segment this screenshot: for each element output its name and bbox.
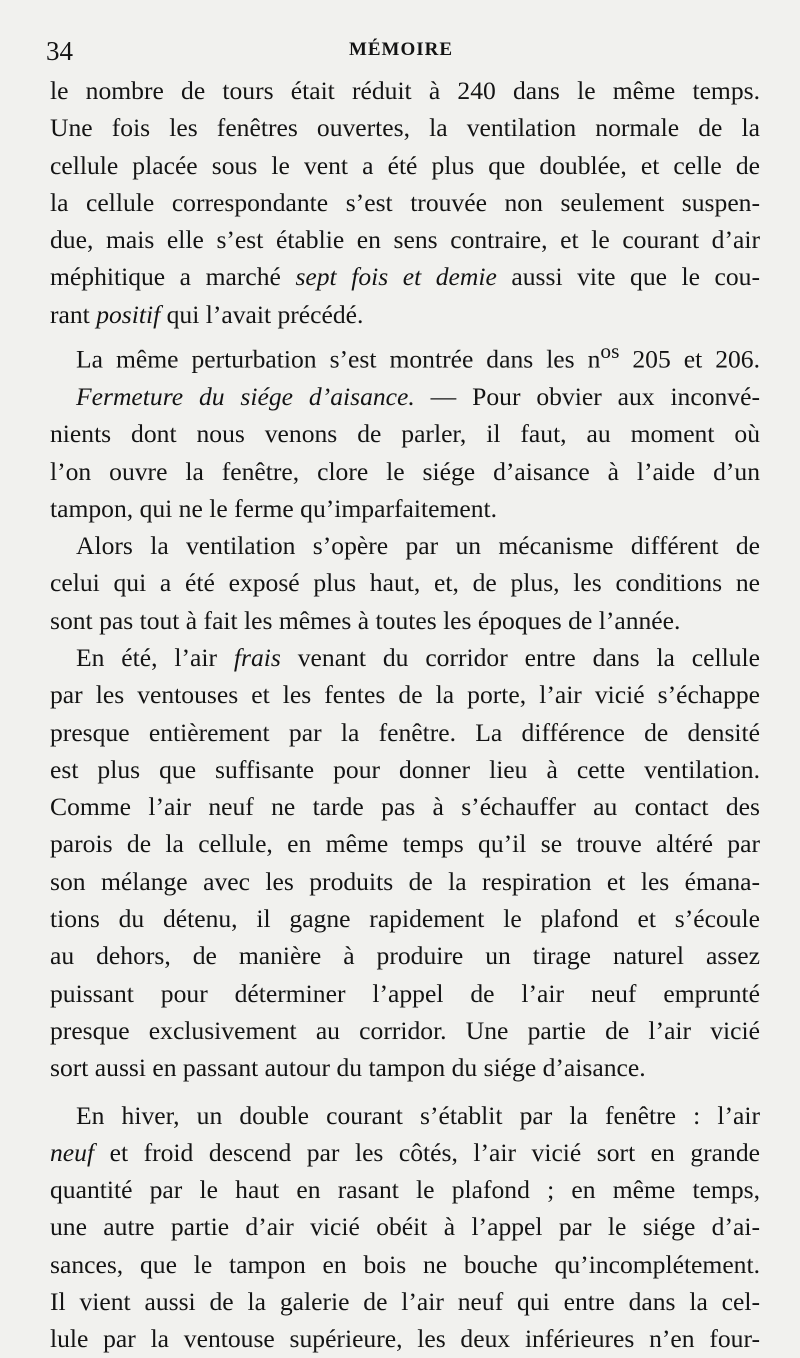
text-line: neuf et froid descend par les côtés, l’air vicié sort en grande	[50, 1137, 760, 1167]
text-line: Comme l’air neuf ne tarde pas à s’échauffer au contact des	[50, 792, 760, 822]
page-number: 34	[46, 36, 73, 66]
text-line: presque entièrement par la fenêtre. La différence de densité	[50, 717, 760, 747]
body-text	[50, 72, 760, 1358]
text-line: tampon, qui ne le ferme qu’imparfaitement.	[50, 493, 498, 523]
text-line: sort aussi en passant autour du tampon du siége d’aisance.	[50, 1053, 646, 1083]
text-line: La même perturbation s’est montrée dans les $n^{os}$ 205 et 206.	[76, 339, 760, 374]
page-header	[46, 36, 756, 76]
text-line: sont pas tout à fait les mêmes à toutes les époques de l’année.	[50, 605, 681, 635]
text-line: une autre partie d’air vicié obéit à l’appel par le siége d’ai-	[50, 1212, 760, 1242]
text-line: la cellule correspondante s’est trouvée non seulement suspen-	[50, 187, 760, 217]
text-line: rant positif qui l’avait précédé.	[50, 299, 364, 329]
text-line: son mélange avec les produits de la respiration et les émana-	[50, 866, 760, 896]
text-line: Il vient aussi de la galerie de l’air neuf qui entre dans la cel-	[50, 1287, 760, 1317]
text-line: Une fois les fenêtres ouvertes, la ventilation normale de la	[50, 113, 760, 143]
text-line: sances, que le tampon en bois ne bouche qu’incomplétement.	[50, 1249, 760, 1279]
paragraph-gap	[50, 1087, 760, 1097]
text-line: quantité par le haut en rasant le plafond ; en même temps,	[50, 1175, 760, 1205]
text-line: due, mais elle s’est établie en sens contraire, et le courant d’air	[50, 225, 760, 255]
running-title: MÉMOIRE	[348, 39, 454, 60]
text-line: méphitique a marché sept fois et demie aussi vite que le cou-	[50, 262, 760, 292]
text-line: celui qui a été exposé plus haut, et, de plus, les conditions ne	[50, 568, 760, 598]
text-line: Fermeture du siége d’aisance. — Pour obvier aux inconvé-	[76, 381, 760, 411]
text-line: nients dont nous venons de parler, il faut, au moment où	[50, 419, 760, 449]
text-line: est plus que suffisante pour donner lieu à cette ventilation.	[50, 754, 760, 784]
text-line: presque exclusivement au corridor. Une partie de l’air vicié	[50, 1015, 760, 1045]
text-line: l’on ouvre la fenêtre, clore le siége d’aisance à l’aide d’un	[50, 456, 760, 486]
text-line: parois de la cellule, en même temps qu’il se trouve altéré par	[50, 829, 760, 859]
text-line: au dehors, de manière à produire un tirage naturel assez	[50, 941, 760, 971]
text-line: En été, l’air frais venant du corridor entre dans la cellule	[76, 642, 760, 672]
text-line: Alors la ventilation s’opère par un mécanisme différent de	[76, 531, 760, 561]
text-line: lule par la ventouse supérieure, les deux inférieures n’en four-	[50, 1324, 760, 1354]
text-line: le nombre de tours était réduit à 240 dans le même temps.	[50, 76, 760, 105]
text-line: cellule placée sous le vent a été plus que doublée, et celle de	[50, 150, 760, 180]
text-line: tions du détenu, il gagne rapidement le plafond et s’écoule	[50, 904, 760, 934]
text-line: puissant pour déterminer l’appel de l’air neuf emprunté	[50, 978, 760, 1008]
text-line: En hiver, un double courant s’établit par la fenêtre : l’air	[76, 1100, 760, 1130]
text-line: par les ventouses et les fentes de la porte, l’air vicié s’échappe	[50, 680, 760, 710]
